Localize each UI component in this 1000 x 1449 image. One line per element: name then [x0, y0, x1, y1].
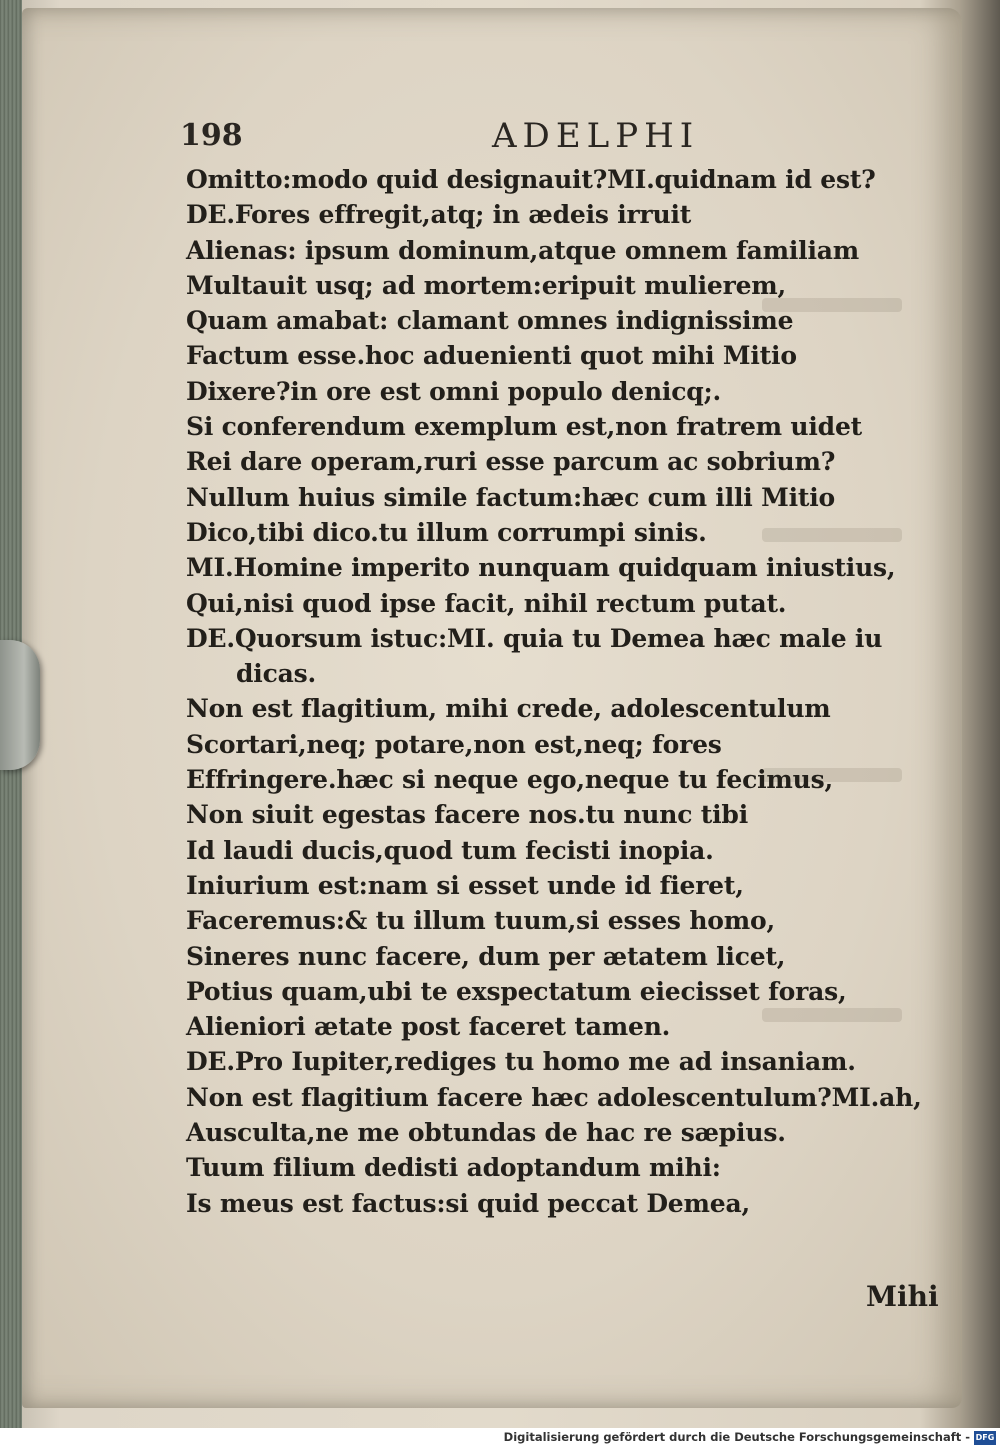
text-line: Omitto:modo quid designauit?MI.quidnam id est?: [186, 165, 876, 194]
text-line: Id laudi ducis,quod tum fecisti inopia.: [186, 835, 714, 865]
text-line: Si conferendum exemplum est,non fratrem uidet: [186, 412, 863, 442]
text-line: Scortari,neq; potare,non est,neq; fores: [186, 729, 722, 759]
footer-strip: [0, 1428, 1000, 1449]
book-clasp: [0, 640, 40, 770]
text-line: Dico,tibi dico.tu illum corrumpi sinis.: [186, 517, 707, 547]
text-line: Sineres nunc facere, dum per ætatem licet,: [186, 941, 786, 971]
text-line: Alienas: ipsum dominum,atque omnem familiam: [186, 235, 860, 265]
text-line: Qui,nisi quod ipse facit, nihil rectum putat.: [186, 588, 787, 618]
text-line: Effringere.hæc si neque ego,neque tu fecimus,: [186, 765, 834, 795]
verse-text: [186, 162, 946, 1221]
digitization-credit: Digitalisierung gefördert durch die Deutsche Forschungsgemeinschaft -: [503, 1430, 970, 1444]
page-header: [180, 112, 740, 162]
running-head: ADELPHI: [492, 116, 700, 156]
text-line: Rei dare operam,ruri esse parcum ac sobrium?: [186, 447, 836, 477]
text-line: dicas.: [236, 659, 316, 689]
text-line: DE.Pro Iupiter,rediges tu homo me ad insaniam.: [186, 1047, 856, 1077]
text-line: Factum esse.hoc aduenienti quot mihi Mitio: [186, 341, 797, 371]
text-line: DE.Quorsum istuc:MI. quia tu Demea hæc male iu: [186, 623, 883, 653]
text-line: Non est flagitium, mihi crede, adolescentulum: [186, 694, 831, 724]
text-line: Multauit usq; ad mortem:eripuit mulierem,: [186, 270, 787, 300]
text-line: Dixere?in ore est omni populo denicq;.: [186, 376, 722, 406]
text-line: MI.Homine imperito nunquam quidquam iniustius,: [186, 553, 896, 583]
text-line: Is meus est factus:si quid peccat Demea,: [186, 1188, 750, 1218]
text-line: Faceremus:& tu illum tuum,si esses homo,: [186, 906, 775, 936]
text-line: Potius quam,ubi te exspectatum eiecisset foras,: [186, 976, 847, 1006]
text-line: Iniurium est:nam si esset unde id fieret,: [186, 870, 744, 900]
text-line: Ausculta,ne me obtundas de hac re sæpius.: [186, 1118, 786, 1148]
text-line: Non siuit egestas facere nos.tu nunc tibi: [186, 800, 748, 830]
text-line: Tuum filium dedisti adoptandum mihi:: [186, 1153, 721, 1183]
dfg-logo: DFG: [974, 1431, 996, 1445]
text-line: Nullum huius simile factum:hæc cum illi Mitio: [186, 482, 835, 512]
text-line: Non est flagitium facere hæc adolescentulum?MI.ah,: [186, 1082, 922, 1112]
catchword: Mihi: [866, 1280, 939, 1313]
text-line: Quam amabat: clamant omnes indignissime: [186, 306, 794, 336]
text-line: Alieniori ætate post faceret tamen.: [186, 1012, 671, 1042]
page-number: 198: [180, 118, 243, 153]
text-line: DE.Fores effregit,atq; in ædeis irruit: [186, 200, 692, 230]
